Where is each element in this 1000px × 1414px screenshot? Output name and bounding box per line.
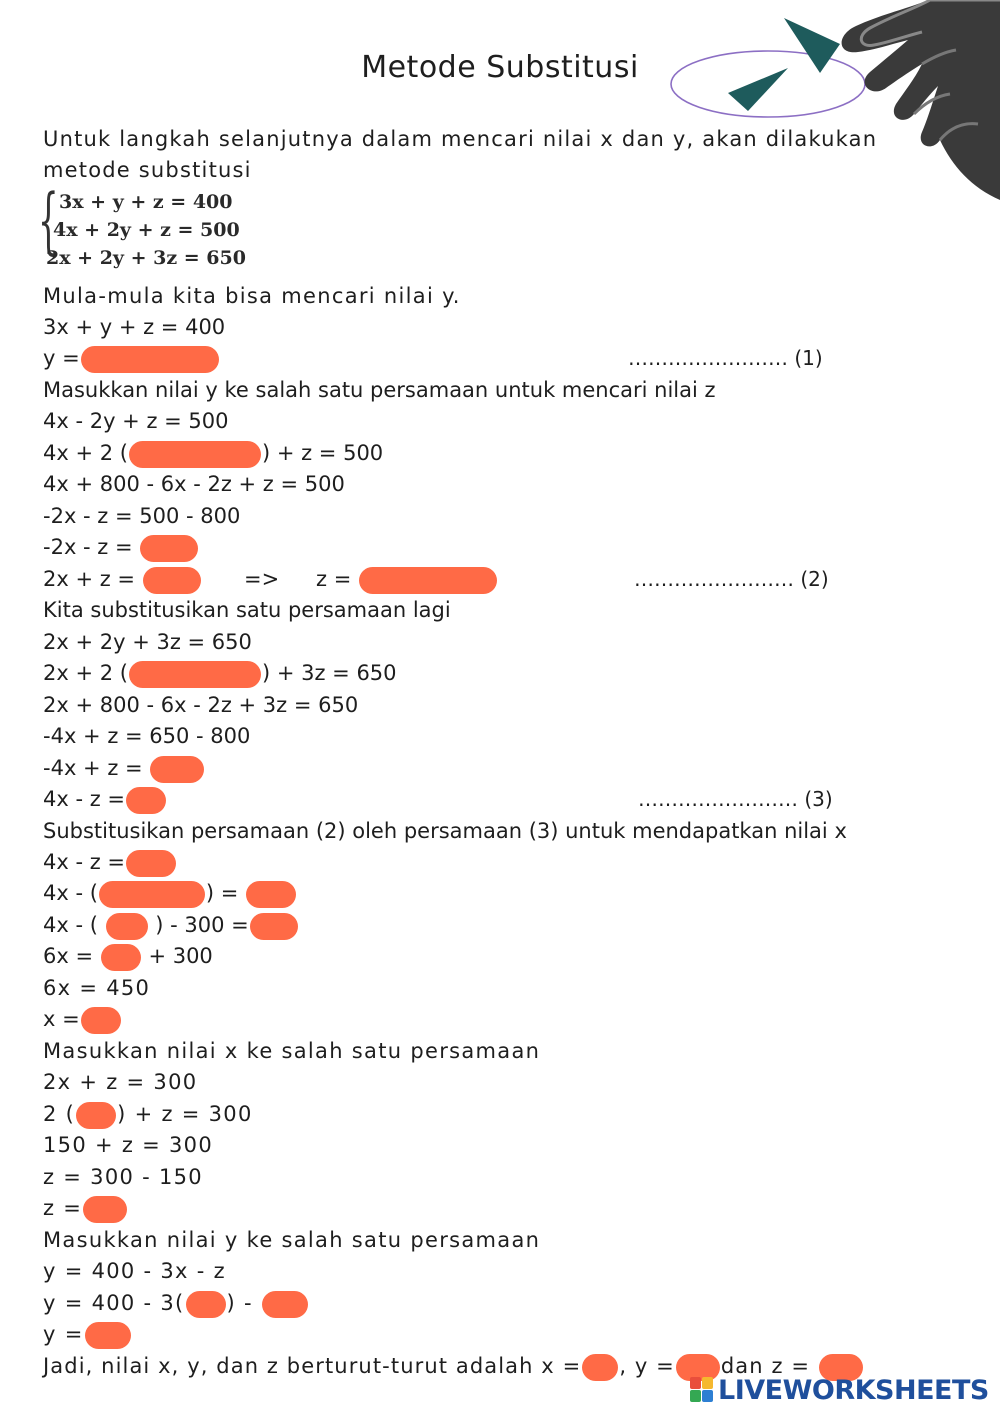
system-equation-2: 4x + 2y + z = 500: [53, 219, 240, 241]
liveworksheets-logo: [690, 1374, 989, 1406]
step-line: 4x - 2y + z = 500: [43, 409, 229, 433]
answer-blank-y-expression[interactable]: [81, 346, 219, 373]
step-line: 4x - z =: [43, 785, 167, 814]
teal-triangle-small: [728, 68, 788, 111]
answer-blank[interactable]: [140, 535, 198, 562]
step-line: 6x = + 300: [43, 942, 213, 971]
step-line: y =: [43, 1320, 132, 1349]
step-line: -4x + z =: [43, 754, 205, 783]
step-line: x =: [43, 1005, 122, 1034]
answer-blank[interactable]: [262, 1291, 308, 1318]
answer-blank[interactable]: [76, 1102, 116, 1129]
equation-system: [38, 178, 268, 270]
answer-blank-y-substitution[interactable]: [129, 441, 261, 468]
implies-arrow: =>: [244, 567, 280, 591]
answer-blank[interactable]: [186, 1291, 226, 1318]
step-line: y = 400 - 3( ) -: [43, 1289, 309, 1318]
answer-blank-z-expression[interactable]: [99, 881, 205, 908]
equation-marker-3: …………………… (3): [638, 787, 833, 811]
step-line: z = 300 - 150: [43, 1165, 203, 1189]
answer-blank-z-expression[interactable]: [359, 567, 497, 594]
step-line: -2x - z =: [43, 533, 199, 562]
answer-blank[interactable]: [150, 756, 204, 783]
conclusion-line: Jadi, nilai x, y, dan z berturut-turut adalah x = , y = dan z =: [43, 1352, 864, 1381]
answer-blank[interactable]: [126, 850, 176, 877]
answer-blank[interactable]: [126, 787, 166, 814]
step-line: Mula-mula kita bisa mencari nilai y.: [43, 284, 461, 308]
answer-blank-z-value[interactable]: [83, 1196, 127, 1223]
step-line: -4x + z = 650 - 800: [43, 724, 251, 748]
step-line: 2x + 2 ( ) + 3z = 650: [43, 659, 397, 688]
liveworksheets-logo-text: LIVEWORKSHEETS: [718, 1374, 989, 1406]
answer-blank-final-x[interactable]: [582, 1354, 618, 1381]
step-line: Substitusikan persamaan (2) oleh persamaan (3) untuk mendapatkan nilai x: [43, 819, 847, 843]
step-line: y = 400 - 3x - z: [43, 1259, 226, 1283]
step-line: Masukkan nilai x ke salah satu persamaan: [43, 1039, 541, 1063]
answer-blank[interactable]: [250, 913, 298, 940]
step-line: z =: [43, 1194, 128, 1223]
step-line: z =: [316, 565, 498, 594]
step-line: 2x + 2y + 3z = 650: [43, 630, 252, 654]
equation-marker-2: …………………… (2): [634, 567, 829, 591]
answer-blank-y-substitution[interactable]: [129, 661, 261, 688]
answer-blank[interactable]: [246, 881, 296, 908]
answer-blank[interactable]: [106, 913, 148, 940]
step-line: 2 ( ) + z = 300: [43, 1100, 253, 1129]
step-line: 6x = 450: [43, 976, 151, 1000]
page-title: Metode Substitusi: [361, 50, 639, 85]
brace-icon: {: [38, 178, 59, 262]
system-equation-1: 3x + y + z = 400: [59, 191, 233, 213]
system-equation-3: 2x + 2y + 3z = 650: [46, 247, 246, 269]
step-line: 4x - ( ) =: [43, 879, 297, 908]
answer-blank[interactable]: [101, 944, 141, 971]
answer-blank-y-value[interactable]: [85, 1322, 131, 1349]
teal-triangle-large: [784, 18, 840, 73]
answer-blank-x-value[interactable]: [81, 1007, 121, 1034]
step-line: Masukkan nilai y ke salah satu persamaan untuk mencari nilai z: [43, 378, 716, 402]
step-line: 2x + z =: [43, 565, 202, 594]
step-line: 4x - ( ) - 300 =: [43, 911, 299, 940]
step-line: 150 + z = 300: [43, 1133, 213, 1157]
answer-blank[interactable]: [143, 567, 201, 594]
intro-paragraph: Untuk langkah selanjutnya dalam mencari nilai x dan y, akan dilakukan metode substitusi: [43, 127, 878, 182]
step-line: 2x + z = 300: [43, 1070, 198, 1094]
step-line: 4x + 2 ( ) + z = 500: [43, 439, 383, 468]
step-line: 4x - z =: [43, 848, 177, 877]
step-line: y =: [43, 344, 220, 373]
step-line: 3x + y + z = 400: [43, 315, 226, 339]
step-line: 4x + 800 - 6x - 2z + z = 500: [43, 472, 345, 496]
step-line: 2x + 800 - 6x - 2z + 3z = 650: [43, 693, 359, 717]
step-line: Masukkan nilai y ke salah satu persamaan: [43, 1228, 541, 1252]
liveworksheets-logo-icon: [690, 1377, 714, 1403]
equation-marker-1: …………………… (1): [628, 346, 823, 370]
step-line: Kita substitusikan satu persamaan lagi: [43, 598, 451, 622]
step-line: -2x - z = 500 - 800: [43, 504, 241, 528]
